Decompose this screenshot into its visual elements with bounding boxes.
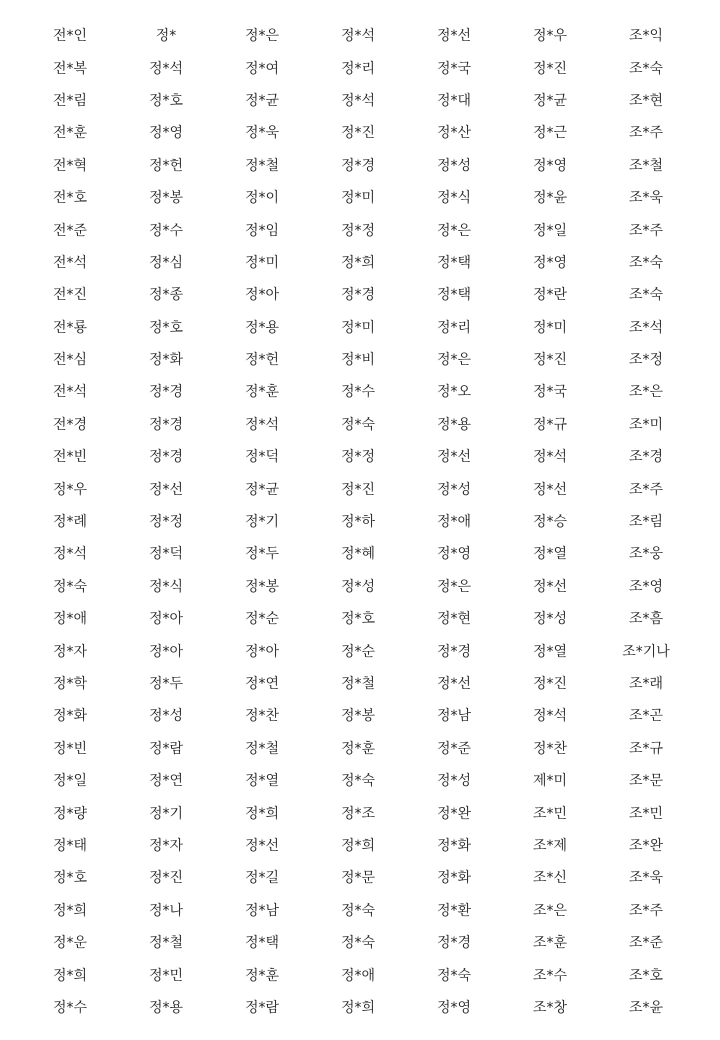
name-cell: 정*란 — [532, 287, 568, 304]
name-cell: 정*식 — [148, 578, 184, 595]
name-cell: 정*영 — [436, 999, 472, 1016]
name-cell: 조*욱 — [628, 190, 664, 207]
name-cell: 정*은 — [244, 28, 280, 45]
name-cell: 정*균 — [244, 481, 280, 498]
name-cell: 정*철 — [244, 157, 280, 174]
name-cell: 정*진 — [340, 125, 376, 142]
name-cell: 전*경 — [52, 416, 88, 433]
name-cell: 정*숙 — [340, 773, 376, 790]
name-cell: 정*선 — [244, 837, 280, 854]
name-cell: 정*열 — [532, 546, 568, 563]
name-cell: 정*택 — [436, 287, 472, 304]
name-cell: 정*하 — [340, 514, 376, 531]
table-row — [22, 213, 694, 245]
name-cell: 조*수 — [532, 967, 568, 984]
name-cell: 정*우 — [52, 481, 88, 498]
name-cell: 정*숙 — [340, 902, 376, 919]
name-cell: 조*창 — [532, 999, 568, 1016]
name-cell: 정*균 — [244, 92, 280, 109]
name-cell: 조*은 — [628, 384, 664, 401]
name-cell: 정*경 — [148, 384, 184, 401]
name-cell: 조*호 — [628, 967, 664, 984]
name-cell: 정*헌 — [244, 352, 280, 369]
name-cell: 정*미 — [532, 319, 568, 336]
name-cell: 정*택 — [436, 254, 472, 271]
name-cell: 정* — [155, 28, 177, 45]
name-cell: 정*석 — [340, 28, 376, 45]
name-cell: 정*규 — [532, 416, 568, 433]
table-row — [22, 861, 694, 893]
name-cell: 조*익 — [628, 28, 664, 45]
name-cell: 정*헌 — [148, 157, 184, 174]
name-cell: 정*아 — [148, 643, 184, 660]
name-cell: 정*용 — [244, 319, 280, 336]
name-cell: 정*아 — [148, 611, 184, 628]
name-cell: 정*태 — [52, 837, 88, 854]
name-cell: 정*길 — [244, 870, 280, 887]
name-cell: 정*정 — [148, 514, 184, 531]
name-cell: 정*례 — [52, 514, 88, 531]
name-cell: 정*영 — [436, 546, 472, 563]
name-cell: 정*화 — [52, 708, 88, 725]
name-cell: 조*주 — [628, 481, 664, 498]
name-cell: 정*애 — [52, 611, 88, 628]
name-cell: 정*영 — [532, 157, 568, 174]
name-cell: 조*림 — [628, 514, 664, 531]
name-cell: 정*석 — [532, 449, 568, 466]
name-cell: 정*은 — [436, 222, 472, 239]
table-row — [22, 343, 694, 375]
name-cell: 정*영 — [532, 254, 568, 271]
name-cell: 정*정 — [340, 222, 376, 239]
name-cell: 조*웅 — [628, 546, 664, 563]
name-cell: 조*민 — [532, 805, 568, 822]
name-cell: 정*남 — [244, 902, 280, 919]
table-row — [22, 894, 694, 926]
table-row — [22, 375, 694, 407]
name-cell: 정*대 — [436, 92, 472, 109]
name-cell: 정*준 — [436, 740, 472, 757]
name-cell: 정*숙 — [340, 935, 376, 952]
table-row — [22, 505, 694, 537]
name-cell: 정*균 — [532, 92, 568, 109]
name-cell: 정*희 — [340, 254, 376, 271]
name-cell: 정*찬 — [244, 708, 280, 725]
name-cell: 정*산 — [436, 125, 472, 142]
name-cell: 조*흠 — [628, 611, 664, 628]
name-cell: 정*호 — [148, 319, 184, 336]
name-cell: 정*종 — [148, 287, 184, 304]
name-cell: 정*국 — [532, 384, 568, 401]
name-cell: 정*호 — [52, 870, 88, 887]
name-cell: 정*완 — [436, 805, 472, 822]
name-list-table — [22, 19, 694, 1023]
name-cell: 전*진 — [52, 287, 88, 304]
name-cell: 정*연 — [244, 676, 280, 692]
name-cell: 조*기나 — [622, 643, 670, 660]
name-cell: 정*경 — [436, 643, 472, 660]
table-row — [22, 181, 694, 213]
name-cell: 정*열 — [244, 773, 280, 790]
name-cell: 조*경 — [628, 449, 664, 466]
name-cell: 정*철 — [340, 676, 376, 692]
name-cell: 정*희 — [52, 967, 88, 984]
name-cell: 조*완 — [628, 837, 664, 854]
name-cell: 정*희 — [340, 837, 376, 854]
name-cell: 전*룡 — [52, 319, 88, 336]
table-row — [22, 926, 694, 958]
name-cell: 정*오 — [436, 384, 472, 401]
name-cell: 전*심 — [52, 352, 88, 369]
name-cell: 정*성 — [436, 481, 472, 498]
name-cell: 정*학 — [52, 676, 88, 692]
table-row — [22, 116, 694, 148]
name-cell: 정*희 — [52, 902, 88, 919]
name-cell: 정*심 — [148, 254, 184, 271]
name-cell: 정*임 — [244, 222, 280, 239]
name-cell: 정*여 — [244, 60, 280, 77]
table-row — [22, 764, 694, 796]
table-row — [22, 667, 694, 699]
table-row — [22, 699, 694, 731]
name-cell: 조*주 — [628, 902, 664, 919]
name-cell: 정*근 — [532, 125, 568, 142]
name-cell: 정*숙 — [436, 967, 472, 984]
table-row — [22, 278, 694, 310]
name-cell: 정*철 — [148, 935, 184, 952]
name-cell: 정*수 — [340, 384, 376, 401]
name-cell: 정*미 — [244, 254, 280, 271]
name-cell: 전*인 — [52, 28, 88, 45]
name-cell: 조*숙 — [628, 254, 664, 271]
name-cell: 정*우 — [532, 28, 568, 45]
table-row — [22, 537, 694, 569]
name-cell: 정*자 — [52, 643, 88, 660]
name-cell: 조*곤 — [628, 708, 664, 725]
name-cell: 정*석 — [148, 60, 184, 77]
name-cell: 조*은 — [532, 902, 568, 919]
name-cell: 정*화 — [148, 352, 184, 369]
name-cell: 조*문 — [628, 773, 664, 790]
name-cell: 정*경 — [340, 157, 376, 174]
name-cell: 정*성 — [436, 773, 472, 790]
name-cell: 정*아 — [244, 287, 280, 304]
name-cell: 조*훈 — [532, 935, 568, 952]
table-row — [22, 408, 694, 440]
name-cell: 정*일 — [532, 222, 568, 239]
name-cell: 정*애 — [436, 514, 472, 531]
table-row — [22, 472, 694, 504]
name-cell: 조*준 — [628, 935, 664, 952]
name-cell: 정*화 — [436, 870, 472, 887]
name-cell: 조*규 — [628, 740, 664, 757]
name-cell: 정*봉 — [244, 578, 280, 595]
name-cell: 정*석 — [532, 708, 568, 725]
name-cell: 전*준 — [52, 222, 88, 239]
name-cell: 정*훈 — [244, 967, 280, 984]
name-cell: 전*석 — [52, 254, 88, 271]
name-cell: 정*경 — [436, 935, 472, 952]
name-cell: 정*진 — [148, 870, 184, 887]
name-cell: 정*진 — [532, 352, 568, 369]
name-cell: 조*정 — [628, 352, 664, 369]
name-cell: 정*택 — [244, 935, 280, 952]
name-cell: 정*은 — [436, 352, 472, 369]
name-cell: 전*호 — [52, 190, 88, 207]
name-cell: 정*수 — [148, 222, 184, 239]
name-cell: 정*이 — [244, 190, 280, 207]
name-cell: 정*훈 — [244, 384, 280, 401]
name-cell: 정*승 — [532, 514, 568, 531]
table-row — [22, 440, 694, 472]
name-cell: 정*욱 — [244, 125, 280, 142]
name-cell: 정*호 — [148, 92, 184, 109]
name-cell: 정*비 — [340, 352, 376, 369]
table-row — [22, 51, 694, 83]
table-row — [22, 732, 694, 764]
name-cell: 조*주 — [628, 222, 664, 239]
name-cell: 정*성 — [436, 157, 472, 174]
name-cell: 정*량 — [52, 805, 88, 822]
name-cell: 정*기 — [148, 805, 184, 822]
name-cell: 정*찬 — [532, 740, 568, 757]
name-cell: 전*혁 — [52, 157, 88, 174]
table-row — [22, 634, 694, 666]
table-row — [22, 149, 694, 181]
table-row — [22, 602, 694, 634]
name-cell: 정*성 — [532, 611, 568, 628]
name-cell: 정*경 — [148, 416, 184, 433]
name-cell: 정*선 — [532, 481, 568, 498]
name-cell: 정*람 — [244, 999, 280, 1016]
name-cell: 정*남 — [436, 708, 472, 725]
name-cell: 정*경 — [340, 287, 376, 304]
name-cell: 정*희 — [244, 805, 280, 822]
name-cell: 정*일 — [52, 773, 88, 790]
name-cell: 정*정 — [340, 449, 376, 466]
name-cell: 정*진 — [532, 676, 568, 692]
name-cell: 정*경 — [148, 449, 184, 466]
name-cell: 정*두 — [244, 546, 280, 563]
name-cell: 정*아 — [244, 643, 280, 660]
name-cell: 정*용 — [148, 999, 184, 1016]
name-cell: 전*훈 — [52, 125, 88, 142]
name-cell: 정*순 — [340, 643, 376, 660]
name-cell: 정*선 — [436, 28, 472, 45]
name-cell: 정*기 — [244, 514, 280, 531]
table-row — [22, 311, 694, 343]
name-cell: 정*식 — [436, 190, 472, 207]
name-cell: 정*숙 — [340, 416, 376, 433]
name-cell: 전*석 — [52, 384, 88, 401]
name-cell: 정*덕 — [148, 546, 184, 563]
name-cell: 정*선 — [436, 676, 472, 692]
name-cell: 정*연 — [148, 773, 184, 790]
name-cell: 조*주 — [628, 125, 664, 142]
name-cell: 정*순 — [244, 611, 280, 628]
name-cell: 조*제 — [532, 837, 568, 854]
name-cell: 제*미 — [532, 773, 568, 790]
name-cell: 정*미 — [340, 190, 376, 207]
name-cell: 전*림 — [52, 92, 88, 109]
name-cell: 정*애 — [340, 967, 376, 984]
name-cell: 조*윤 — [628, 999, 664, 1016]
name-cell: 정*리 — [436, 319, 472, 336]
name-cell: 조*욱 — [628, 870, 664, 887]
name-cell: 정*영 — [148, 125, 184, 142]
name-cell: 정*석 — [52, 546, 88, 563]
name-cell: 정*람 — [148, 740, 184, 757]
name-cell: 정*선 — [148, 481, 184, 498]
name-cell: 조*숙 — [628, 287, 664, 304]
name-cell: 전*빈 — [52, 449, 88, 466]
name-cell: 정*윤 — [532, 190, 568, 207]
name-cell: 조*석 — [628, 319, 664, 336]
name-cell: 정*선 — [436, 449, 472, 466]
name-cell: 정*철 — [244, 740, 280, 757]
table-row — [22, 19, 694, 51]
name-cell: 정*조 — [340, 805, 376, 822]
name-cell: 정*화 — [436, 837, 472, 854]
name-cell: 조*숙 — [628, 60, 664, 77]
name-cell: 조*철 — [628, 157, 664, 174]
name-cell: 조*민 — [628, 805, 664, 822]
name-cell: 전*복 — [52, 60, 88, 77]
name-cell: 정*진 — [340, 481, 376, 498]
name-cell: 정*희 — [340, 999, 376, 1016]
name-cell: 정*선 — [532, 578, 568, 595]
name-cell: 정*문 — [340, 870, 376, 887]
name-cell: 조*신 — [532, 870, 568, 887]
table-row — [22, 991, 694, 1023]
name-cell: 정*열 — [532, 643, 568, 660]
table-row — [22, 958, 694, 990]
name-cell: 조*현 — [628, 92, 664, 109]
name-cell: 정*용 — [436, 416, 472, 433]
name-cell: 조*영 — [628, 578, 664, 595]
name-cell: 정*나 — [148, 902, 184, 919]
table-row — [22, 84, 694, 116]
table-row — [22, 796, 694, 828]
name-cell: 정*자 — [148, 837, 184, 854]
name-cell: 정*봉 — [148, 190, 184, 207]
name-cell: 정*진 — [532, 60, 568, 77]
name-cell: 정*성 — [340, 578, 376, 595]
name-cell: 정*국 — [436, 60, 472, 77]
name-list-body — [22, 19, 694, 1023]
name-cell: 정*빈 — [52, 740, 88, 757]
name-cell: 정*석 — [244, 416, 280, 433]
name-cell: 정*운 — [52, 935, 88, 952]
name-cell: 정*훈 — [340, 740, 376, 757]
name-cell: 정*리 — [340, 60, 376, 77]
table-row — [22, 570, 694, 602]
table-row — [22, 246, 694, 278]
name-cell: 정*환 — [436, 902, 472, 919]
name-cell: 정*호 — [340, 611, 376, 628]
name-cell: 정*성 — [148, 708, 184, 725]
name-cell: 정*두 — [148, 676, 184, 692]
name-cell: 정*민 — [148, 967, 184, 984]
name-cell: 정*숙 — [52, 578, 88, 595]
name-cell: 정*봉 — [340, 708, 376, 725]
name-cell: 조*래 — [628, 676, 664, 692]
name-cell: 정*미 — [340, 319, 376, 336]
name-cell: 정*혜 — [340, 546, 376, 563]
name-cell: 정*석 — [340, 92, 376, 109]
name-cell: 정*은 — [436, 578, 472, 595]
name-cell: 정*현 — [436, 611, 472, 628]
name-cell: 정*덕 — [244, 449, 280, 466]
table-row — [22, 829, 694, 861]
name-cell: 정*수 — [52, 999, 88, 1016]
name-cell: 조*미 — [628, 416, 664, 433]
